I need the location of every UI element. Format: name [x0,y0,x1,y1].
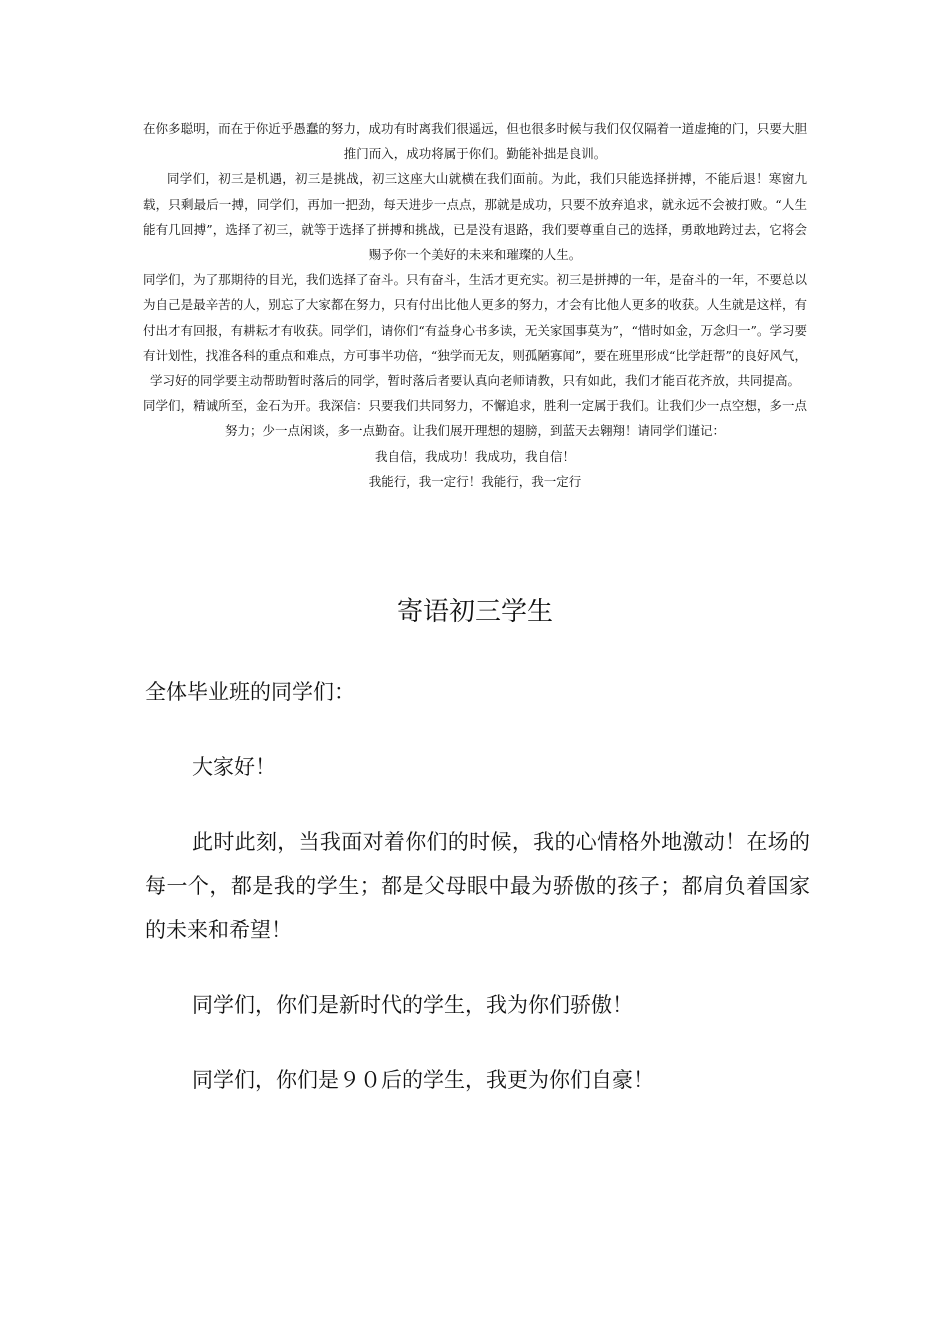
paragraph-opportunity: 同学们，初三是机遇，初三是挑战，初三这座大山就横在我们面前。为此，我们只能选择拼搏，不能后退！寒窗九载，只剩最后一搏，同学们，再加一把劲，每天进步一点点，那就是成功，只要不放弃追求，就永远不会被打败。“人生能有几回搏”，选择了初三，就等于选择了拼搏和挑战，已是没有退路，我们要尊重自己的选择，勇敢地跨过去，它将会赐予你一个美好的未来和璀璨的人生。 [143,171,807,263]
slogan-confidence: 我自信，我成功！我成功，我自信！ [374,448,575,464]
top-text-section [143,116,807,494]
paragraph-90s: 同学们，你们是９０后的学生，我更为你们自豪！ [192,1068,654,1092]
paragraph-diligence: 在你多聪明，而在于你近乎愚蠢的努力，成功有时离我们很遥远，但也很多时候与我们仅仅隔着一道虚掩的门，只要大胆推门而入，成功将属于你们。勤能补拙是良训。 [143,121,807,162]
paragraph-sincerity: 同学们，精诚所至，金石为开。我深信：只要我们共同努力，不懈追求，胜利一定属于我们。让我们少一点空想，多一点努力；少一点闲谈，多一点勤奋。让我们展开理想的翅膀，到蓝天去翱翔！请同学们谨记： [143,398,807,439]
speech-section [145,670,810,1133]
paragraph-excited: 此时此刻，当我面对着你们的时候，我的心情格外地激动！在场的每一个，都是我的学生；都是父母眼中最为骄傲的孩子；都肩负着国家的未来和希望！ [145,830,810,942]
slogan-can-do: 我能行，我一定行！我能行，我一定行 [368,473,582,489]
document-title: 寄语初三学生 [396,597,553,627]
greeting: 大家好！ [192,755,276,779]
paragraph-struggle: 同学们，为了那期待的目光，我们选择了奋斗。只有奋斗，生活才更充实。初三是拼搏的一年，是奋斗的一年，不要总以为自己是最辛苦的人，别忘了大家都在努力，只有付出比他人更多的努力，才会有比他人更多的收获。人生就是这样，有付出才有回报，有耕耘才有收获。同学们，请你们“有益身心书多读，无关家国事莫为”，“惜时如金，万念归一”。学习要有计划性，找准各科的重点和难点，方可事半功倍，“独学而无友，则孤陋寡闻”，要在班里形成“比学赶帮”的良好风气，学习好的同学要主动帮助暂时落后的同学，暂时落后者要认真向老师请教，只有如此，我们才能百花齐放，共同提高。 [143,272,807,389]
salutation: 全体毕业班的同学们： [145,680,355,704]
paragraph-proud: 同学们，你们是新时代的学生，我为你们骄傲！ [192,993,633,1017]
